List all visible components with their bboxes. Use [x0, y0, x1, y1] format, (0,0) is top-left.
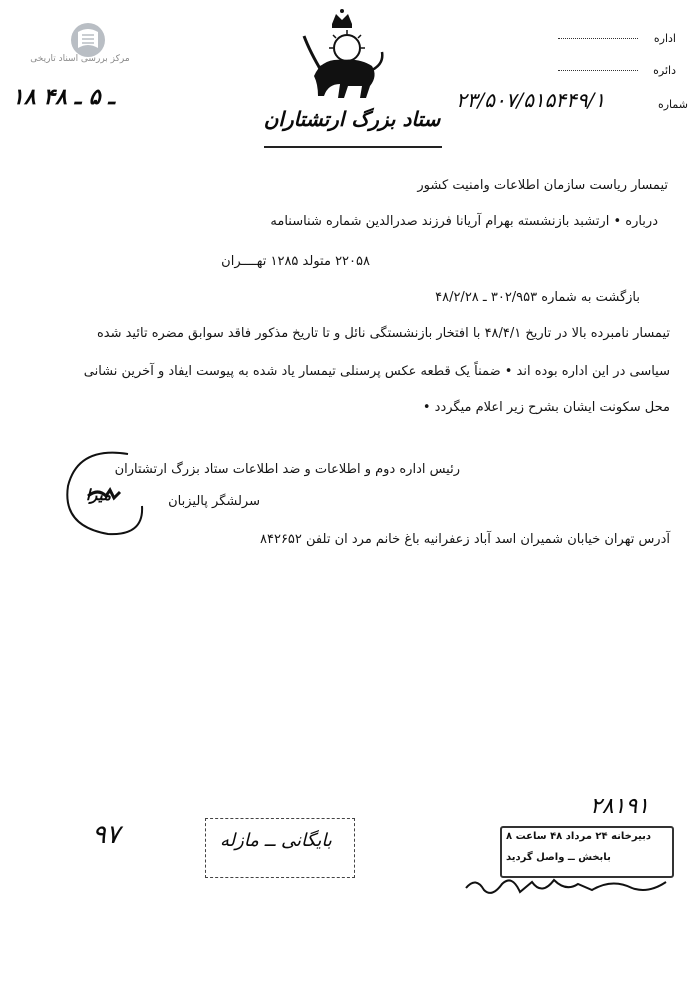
receipt-stamp-line-2: بابخش ــ واصل گردید [506, 852, 611, 863]
handwritten-reference-number: ۲۸۱۹۱ [590, 794, 650, 819]
field-department-dots [558, 38, 638, 39]
addressee: تیمسار ریاست سازمان اطلاعات وامنیت کشور [417, 178, 668, 193]
handwritten-initials [462, 870, 672, 900]
archive-stamp-text: بایگانی ــ مازله [220, 830, 332, 851]
body-paragraph-line-3: محل سکونت ایشان بشرح زیر اعلام میگردد • [422, 400, 670, 415]
receipt-stamp-line-1: دبیرخانه ۲۴ مرداد ۴۸ ساعت ۸ [506, 831, 652, 842]
body-paragraph-line-1: تیمسار نامبرده بالا در تاریخ ۴۸/۴/۱ با افتخار بازنشستگی نائل و تا تاریخ مذکور فاقد سوابق مضره تائید شده [96, 326, 670, 341]
subject-line-2: ۲۲۰۵۸ متولد ۱۲۸۵ تهــــران [221, 254, 370, 269]
field-division-dots [558, 70, 638, 71]
reference-line: بازگشت به شماره ۳۰۲/۹۵۳ ـ ۴۸/۲/۲۸ [435, 290, 640, 305]
archive-center-caption: مرکز بررسی اسناد تاریخی [30, 54, 130, 64]
field-number-label: شماره [657, 98, 688, 111]
field-department-label: اداره [653, 32, 676, 45]
signature-scrawl: میرا [86, 486, 112, 504]
office-title-underline [264, 146, 442, 148]
address-line: آدرس تهران خیابان شمیران اسد آباد زعفرانیه باغ خانم مرد ان تلفن ۸۴۲۶۵۲ [260, 532, 670, 547]
handwritten-date-note: ۱۸ ـ ۵ ـ ۴۸ [12, 84, 115, 110]
field-division-label: دائره [653, 64, 676, 77]
letter-number: ۲۳/۵۰۷/۵۱۵۴۴۹/۱ [456, 88, 606, 112]
office-title: ستاد بزرگ ارتشتاران [263, 107, 441, 131]
body-paragraph-line-2: سیاسی در این اداره بوده اند • ضمناً یک قطعه عکس پرسنلی تیمسار یاد شده به پیوست ایفاد و آخرین نشانی [83, 364, 670, 379]
signatory-name: سرلشگر پالیزبان [168, 494, 260, 509]
subject-line: درباره • ارتشبد بازنشسته بهرام آریانا فرزند صدرالدین شماره شناسنامه [270, 214, 658, 229]
signatory-title: رئیس اداره دوم و اطلاعات و ضد اطلاعات ستاد بزرگ ارتشتاران [114, 462, 460, 477]
archive-center-logo [14, 18, 144, 88]
handwritten-page-number: ۹۷ [92, 820, 120, 850]
lion-and-sun-emblem [292, 6, 392, 106]
